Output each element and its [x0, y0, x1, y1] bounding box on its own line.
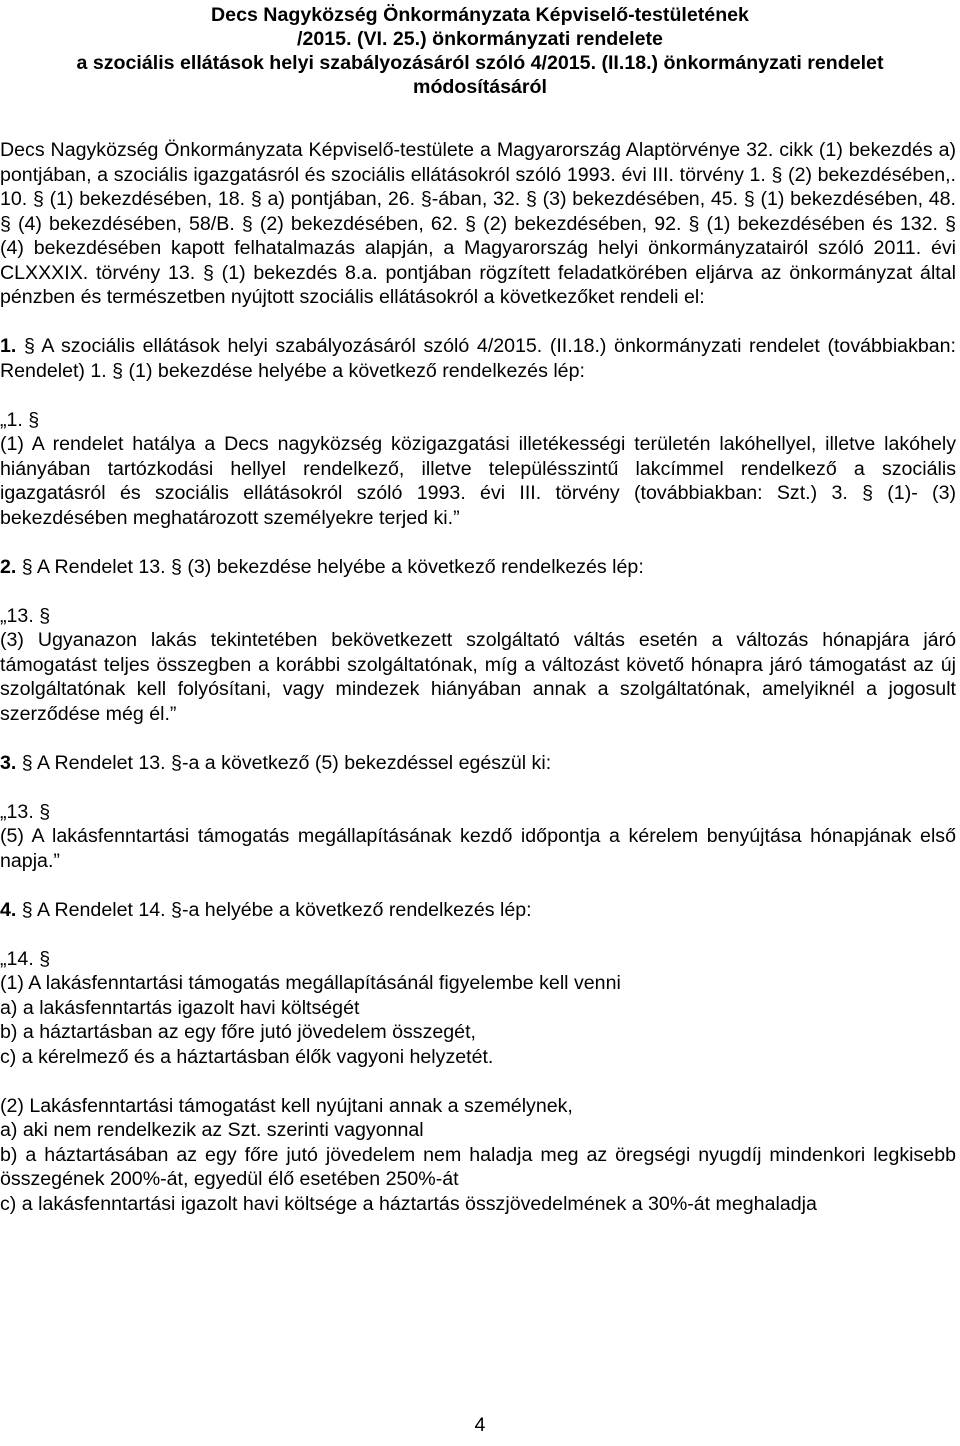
- section-3-heading: [0, 751, 956, 776]
- section-2-quote-text: (3) Ugyanazon lakás tekintetében bekövetkezett szolgáltató váltás esetén a változás hónapjára járó támogatást teljes összegben a korábbi szolgáltatónak, míg a változást követő hónapra járó támogatást az új szolgáltatónak kell folyósítani, vagy mindezek hiányában annak a szolgáltatónak, amelyiknél a jogosult szerződése még él.”: [0, 629, 956, 725]
- section-1-quote-text: (1) A rendelet hatálya a Decs nagyközség közigazgatási illetékességi területén lakóhellyel, illetve lakóhely hiányában tartózkodási hellyel rendelkező, illetve településszintű lakcímmel rendelkező a szociális igazgatásról és szociális ellátásokról szóló 1993. évi III. törvény (továbbiakban: Szt.) 3. § (1)- (3) bekezdésében meghatározott személyekre terjed ki.”: [0, 433, 956, 529]
- title-line-2: /2015. (VI. 25.) önkormányzati rendelete: [297, 28, 663, 50]
- section-3-quote-text: (5) A lakásfenntartási támogatás megállapításának kezdő időpontja a kérelem benyújtása hónapjának első napja.”: [0, 825, 956, 872]
- title-line-3: a szociális ellátások helyi szabályozásáról szóló 4/2015. (II.18.) önkormányzati rendelet: [76, 52, 884, 74]
- section-3-heading-text: § A Rendelet 13. §-a a következő (5) bekezdéssel egészül ki:: [21, 751, 552, 774]
- document-body: [0, 138, 956, 1216]
- section-3-quote-head: „13. §: [0, 800, 51, 823]
- section-2-heading-text: § A Rendelet 13. § (3) bekezdése helyébe a következő rendelkezés lép:: [21, 555, 644, 578]
- section-1-heading: [0, 334, 956, 383]
- section-4-quote-head: „14. §: [0, 947, 51, 970]
- section-4-number: 4.: [0, 898, 17, 921]
- section-1-quote-head: „1. §: [0, 408, 40, 431]
- preamble: Decs Nagyközség Önkormányzata Képviselő-testülete a Magyarország Alaptörvénye 32. cikk (1) bekezdés a) pontjában, a szociális igazgatásról és szociális ellátásokról szóló 1993. évi III. törvény 1. § (2) bekezdésében,. 10. § (1) bekezdésében, 18. § a) pontjában, 26. §-ában, 32. § (3) bekezdésében, 45. § (1) bekezdésében, 48. § (4) bekezdésében, 58/B. § (2) bekezdésében, 62. § (2) bekezdésében, 92. § (1) bekezdésében és 132. § (4) bekezdésében kapott felhatalmazás alapján, a Magyarország helyi önkormányzatairól szóló 2011. évi CLXXXIX. törvény 13. § (1) bekezdés 8.a. pontjában rögzített feladatkörében eljárva az önkormányzat által pénzben és természetben nyújtott szociális ellátásokról a következőket rendeli el:: [0, 139, 956, 308]
- section-4-heading-text: § A Rendelet 14. §-a helyébe a következő rendelkezés lép:: [21, 898, 532, 921]
- section-3-number: 3.: [0, 751, 17, 774]
- section-1-heading-text: § A szociális ellátások helyi szabályozásáról szóló 4/2015. (II.18.) önkormányzati rendelet (továbbiakban: Rendelet) 1. § (1) bekezdése helyébe a következő rendelkezés lép:: [0, 335, 957, 382]
- page-number: 4: [474, 1414, 486, 1436]
- para1-item-c: c) a kérelmező és a háztartásban élők vagyoni helyzetét.: [0, 1045, 494, 1068]
- title-line-4: módosításáról: [413, 76, 547, 98]
- para1-intro: (1) A lakásfenntartási támogatás megállapításánál figyelembe kell venni: [0, 972, 621, 994]
- section-2-quote-head: „13. §: [0, 604, 51, 627]
- section-4-heading: [0, 898, 956, 923]
- para2-item-b: b) a háztartásában az egy főre jutó jövedelem nem haladja meg az öregségi nyugdíj mindenkori legkisebb összegének 200%-át, egyedül élő esetében 250%-át: [0, 1143, 956, 1190]
- para2-intro: (2) Lakásfenntartási támogatást kell nyújtani annak a személynek,: [0, 1094, 573, 1117]
- section-2-heading: [0, 555, 956, 580]
- title-line-1: Decs Nagyközség Önkormányzata Képviselő-testületének: [211, 4, 749, 26]
- document-title: [0, 3, 960, 99]
- para2-item-c: c) a lakásfenntartási igazolt havi költsége a háztartás összjövedelmének a 30%-át meghaladja: [0, 1192, 817, 1215]
- section-2-number: 2.: [0, 555, 17, 578]
- para1-item-a: a) a lakásfenntartás igazolt havi költségét: [0, 996, 360, 1019]
- section-1-number: 1.: [0, 335, 17, 357]
- para2-item-a: a) aki nem rendelkezik az Szt. szerinti vagyonnal: [0, 1119, 424, 1141]
- para1-item-b: b) a háztartásban az egy főre jutó jövedelem összegét,: [0, 1021, 476, 1043]
